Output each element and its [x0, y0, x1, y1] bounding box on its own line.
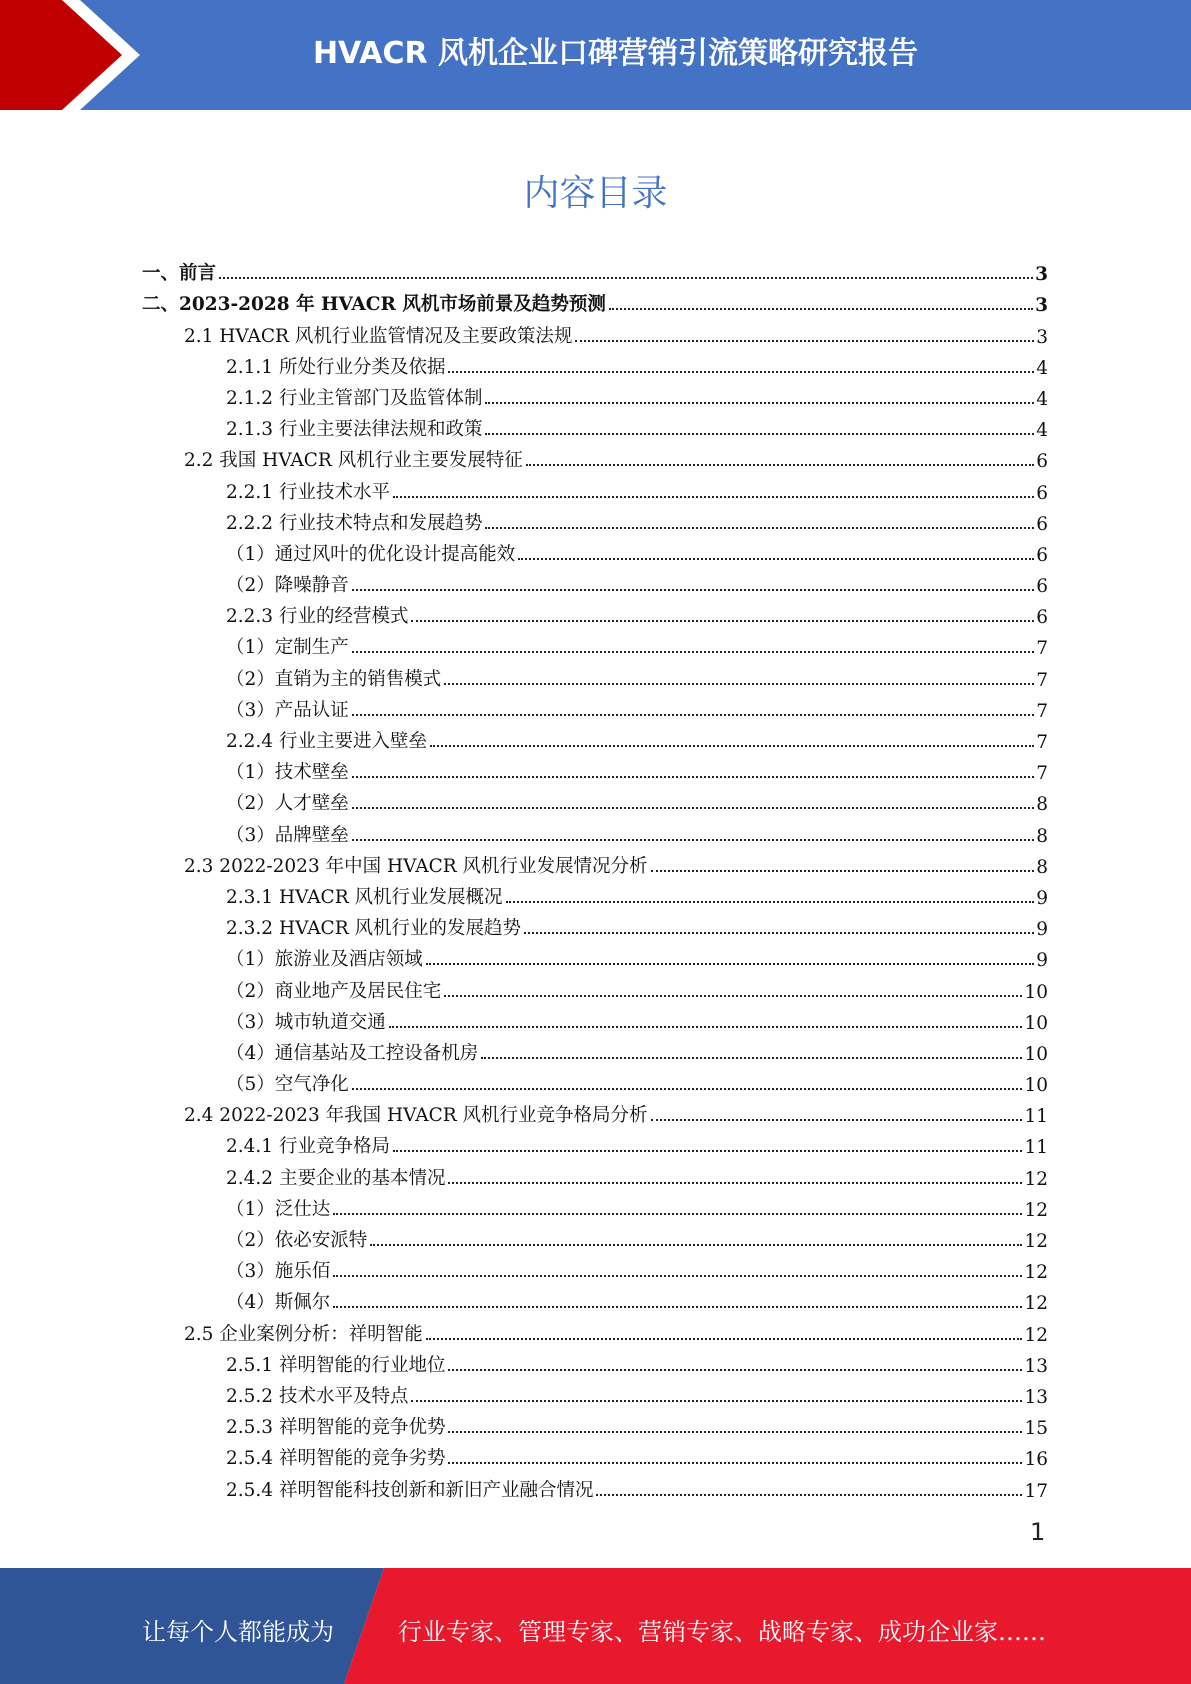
toc-dot-leader — [389, 1026, 1023, 1028]
page-header — [0, 0, 1191, 110]
toc-entry-label: 2.5.4 祥明智能的竞争劣势 — [226, 1448, 446, 1470]
toc-entry-page: 6 — [1036, 513, 1048, 535]
toc-entry[interactable] — [142, 1127, 1048, 1158]
toc-entry[interactable] — [142, 1314, 1048, 1345]
toc-entry-page: 13 — [1024, 1355, 1048, 1377]
toc-entry-page: 12 — [1024, 1199, 1048, 1221]
toc-entry-label: 2.5.4 祥明智能科技创新和新旧产业融合情况 — [226, 1479, 594, 1501]
toc-dot-leader — [352, 839, 1034, 841]
toc-entry-label: 二、2023-2028 年 HVACR 风机市场前景及趋势预测 — [142, 294, 606, 316]
toc-entry-label: 2.4.1 行业竞争格局 — [226, 1136, 390, 1158]
toc-entry[interactable] — [142, 691, 1048, 722]
toc-entry-label: （2）人才壁垒 — [226, 793, 349, 815]
toc-entry-page: 12 — [1024, 1324, 1048, 1346]
toc-entry-label: 2.1.3 行业主要法律法规和政策 — [226, 419, 483, 441]
toc-dot-leader — [524, 932, 1034, 934]
toc-entry[interactable] — [142, 784, 1048, 815]
toc-dot-leader — [485, 527, 1034, 529]
toc-entry-label: 2.5.2 技术水平及特点 — [226, 1385, 409, 1407]
toc-entry-page: 11 — [1024, 1137, 1048, 1159]
toc-entry[interactable] — [142, 1096, 1048, 1127]
toc-dot-leader — [411, 1400, 1022, 1402]
toc-entry-page: 8 — [1036, 856, 1048, 878]
toc-dot-leader — [444, 683, 1034, 685]
toc-entry-page: 4 — [1036, 388, 1048, 410]
toc-entry-page: 13 — [1024, 1386, 1048, 1408]
toc-dot-leader — [448, 1182, 1022, 1184]
toc-entry[interactable] — [142, 1470, 1048, 1501]
toc-dot-leader — [518, 558, 1034, 560]
toc-dot-leader — [426, 963, 1034, 965]
toc-entry-page: 8 — [1036, 794, 1048, 816]
toc-entry[interactable] — [142, 504, 1048, 535]
toc-entry-page: 6 — [1036, 451, 1048, 473]
toc-entry-page: 11 — [1024, 1106, 1048, 1128]
toc-dot-leader — [596, 1494, 1022, 1496]
toc-dot-leader — [352, 807, 1034, 809]
toc-entry[interactable] — [142, 1190, 1048, 1221]
toc-dot-leader — [411, 620, 1034, 622]
toc-entry-page: 6 — [1036, 576, 1048, 598]
toc-entry[interactable] — [142, 472, 1048, 503]
toc-entry[interactable] — [142, 940, 1048, 971]
toc-entry[interactable] — [142, 379, 1048, 410]
toc-dot-leader — [448, 1431, 1022, 1433]
toc-entry-label: （1）定制生产 — [226, 637, 349, 659]
page-footer — [0, 1568, 1191, 1684]
toc-entry-label: （1）技术壁垒 — [226, 762, 349, 784]
toc-entry-label: 2.1.2 行业主管部门及监管体制 — [226, 387, 483, 409]
toc-dot-leader — [426, 1338, 1023, 1340]
toc-dot-leader — [333, 1213, 1022, 1215]
toc-entry[interactable] — [142, 285, 1048, 316]
toc-entry-page: 16 — [1024, 1449, 1048, 1471]
toc-dot-leader — [448, 371, 1034, 373]
toc-entry-label: （2）降噪静音 — [226, 575, 349, 597]
toc-entry[interactable] — [142, 1221, 1048, 1252]
toc-entry-page: 4 — [1036, 357, 1048, 379]
toc-entry-page: 10 — [1024, 1075, 1048, 1097]
toc-dot-leader — [430, 745, 1034, 747]
toc-entry-label: 2.2.4 行业主要进入壁垒 — [226, 731, 427, 752]
toc-entry[interactable] — [142, 722, 1048, 753]
toc-entry-page: 7 — [1036, 763, 1048, 785]
toc-dot-leader — [448, 1462, 1022, 1464]
toc-entry-label: 2.3.2 HVACR 风机行业的发展趋势 — [226, 918, 522, 940]
toc-entry-label: （2）商业地产及居民住宅 — [226, 980, 442, 1002]
toc-dot-leader — [370, 1244, 1022, 1246]
toc-entry[interactable] — [142, 659, 1048, 690]
toc-entry[interactable] — [142, 1065, 1048, 1096]
toc-entry[interactable] — [142, 597, 1048, 628]
toc-entry[interactable] — [142, 1034, 1048, 1065]
toc-entry-label: （2）直销为主的销售模式 — [226, 668, 442, 690]
toc-dot-leader — [219, 277, 1033, 279]
toc-entry[interactable] — [142, 441, 1048, 472]
toc-entry[interactable] — [142, 878, 1048, 909]
toc-entry-page: 6 — [1036, 544, 1048, 566]
header-title: HVACR 风机企业口碑营销引流策略研究报告 — [312, 36, 919, 71]
toc-entry-label: 2.5 企业案例分析：祥明智能 — [184, 1323, 423, 1345]
toc-entry-label: （1）旅游业及酒店领域 — [226, 949, 423, 971]
toc-entry-label: 2.2 我国 HVACR 风机行业主要发展特征 — [184, 450, 523, 472]
toc-entry-page: 7 — [1036, 669, 1048, 691]
toc-entry-page: 9 — [1036, 919, 1048, 941]
footer-slogan-left: 让每个人都能成为 — [142, 1618, 334, 1646]
toc-entry-label: （3）施乐佰 — [226, 1261, 331, 1283]
toc-entry-label: （3）城市轨道交通 — [226, 1011, 386, 1033]
toc-entry-page: 4 — [1036, 420, 1048, 442]
toc-dot-leader — [352, 1088, 1023, 1090]
toc-dot-leader — [651, 870, 1035, 872]
toc-entry-label: （1）泛仕达 — [226, 1198, 331, 1220]
toc-dot-leader — [506, 901, 1035, 903]
toc-entry-page: 3 — [1036, 326, 1048, 348]
toc-entry-label: 2.1.1 所处行业分类及依据 — [226, 356, 446, 378]
toc-entry-page: 10 — [1024, 981, 1048, 1003]
toc-entry-label: （3）品牌壁垒 — [226, 824, 349, 846]
toc-entry-label: （2）依必安派特 — [226, 1230, 368, 1251]
toc-entry[interactable] — [142, 847, 1048, 878]
toc-entry-label: 一、前言 — [142, 263, 217, 285]
toc-entry[interactable] — [142, 815, 1048, 846]
toc-entry[interactable] — [142, 1252, 1048, 1283]
toc-entry[interactable] — [142, 1408, 1048, 1439]
toc-entry[interactable] — [142, 1439, 1048, 1470]
toc-entry-page: 9 — [1036, 887, 1048, 909]
toc-entry[interactable] — [142, 909, 1048, 940]
toc-dot-leader — [352, 589, 1034, 591]
toc-entry[interactable] — [142, 254, 1048, 285]
toc-dot-leader — [393, 496, 1034, 498]
toc-entry[interactable] — [142, 566, 1048, 597]
toc-entry-page: 8 — [1036, 825, 1048, 847]
toc-entry[interactable] — [142, 410, 1048, 441]
toc-entry-page: 7 — [1036, 732, 1048, 753]
toc-entry-page: 17 — [1024, 1480, 1048, 1502]
toc-entry[interactable] — [142, 628, 1048, 659]
toc-dot-leader — [393, 1150, 1022, 1152]
toc-entry-page: 15 — [1024, 1418, 1048, 1440]
toc-entry-page: 7 — [1036, 700, 1048, 722]
table-of-contents — [142, 254, 1048, 1502]
toc-entry-label: 2.3 2022-2023 年中国 HVACR 风机行业发展情况分析 — [184, 855, 648, 877]
toc-entry-label: 2.4 2022-2023 年我国 HVACR 风机行业竞争格局分析 — [184, 1105, 648, 1127]
toc-entry[interactable] — [142, 1158, 1048, 1189]
toc-entry-page: 6 — [1036, 607, 1048, 629]
toc-entry-label: 2.5.1 祥明智能的行业地位 — [226, 1354, 446, 1376]
toc-dot-leader — [651, 1119, 1023, 1121]
toc-entry-label: 2.3.1 HVACR 风机行业发展概况 — [226, 886, 503, 908]
toc-title: 内容目录 — [523, 173, 668, 214]
toc-entry[interactable] — [142, 1003, 1048, 1034]
toc-entry-page: 12 — [1024, 1262, 1048, 1284]
toc-dot-leader — [352, 776, 1034, 778]
toc-dot-leader — [485, 402, 1034, 404]
toc-dot-leader — [444, 995, 1022, 997]
toc-entry-label: 2.5.3 祥明智能的竞争优势 — [226, 1417, 446, 1439]
toc-entry-label: 2.2.2 行业技术特点和发展趋势 — [226, 512, 483, 534]
toc-dot-leader — [481, 1057, 1022, 1059]
toc-entry-page: 6 — [1036, 482, 1048, 504]
toc-entry-page: 7 — [1036, 638, 1048, 660]
toc-entry[interactable] — [142, 1283, 1048, 1314]
page-number: 1 — [1030, 1518, 1046, 1546]
toc-dot-leader — [485, 433, 1034, 435]
toc-dot-leader — [526, 464, 1034, 466]
toc-entry[interactable] — [142, 1346, 1048, 1377]
toc-entry[interactable] — [142, 348, 1048, 379]
toc-dot-leader — [575, 340, 1034, 342]
toc-entry-label: 2.2.3 行业的经营模式 — [226, 606, 409, 628]
toc-entry-label: （4）通信基站及工控设备机房 — [226, 1042, 479, 1064]
toc-dot-leader — [352, 714, 1034, 716]
toc-entry[interactable] — [142, 1377, 1048, 1408]
toc-entry[interactable] — [142, 535, 1048, 566]
toc-entry-label: （3）产品认证 — [226, 699, 349, 721]
toc-dot-leader — [333, 1275, 1022, 1277]
toc-entry-label: 2.4.2 主要企业的基本情况 — [226, 1167, 446, 1189]
toc-entry[interactable] — [142, 971, 1048, 1002]
toc-entry[interactable] — [142, 753, 1048, 784]
toc-entry-label: 2.1 HVACR 风机行业监管情况及主要政策法规 — [184, 325, 573, 347]
toc-entry-page: 12 — [1024, 1168, 1048, 1190]
toc-entry[interactable] — [142, 316, 1048, 347]
toc-dot-leader — [333, 1306, 1022, 1308]
toc-entry-label: （4）斯佩尔 — [226, 1292, 331, 1314]
footer-slogan-right: 行业专家、管理专家、营销专家、战略专家、成功企业家…… — [398, 1618, 1046, 1646]
toc-entry-page: 3 — [1035, 295, 1048, 317]
toc-entry-page: 12 — [1024, 1231, 1048, 1252]
toc-entry-page: 10 — [1024, 1043, 1048, 1065]
toc-entry-label: （5）空气净化 — [226, 1074, 349, 1096]
toc-dot-leader — [609, 308, 1033, 310]
toc-dot-leader — [448, 1369, 1022, 1371]
toc-entry-page: 10 — [1024, 1012, 1048, 1034]
toc-entry-label: （1）通过风叶的优化设计提高能效 — [226, 543, 516, 565]
toc-entry-label: 2.2.1 行业技术水平 — [226, 481, 390, 503]
toc-entry-page: 12 — [1024, 1293, 1048, 1315]
toc-entry-page: 9 — [1036, 950, 1048, 972]
toc-entry-page: 3 — [1035, 264, 1048, 286]
toc-dot-leader — [352, 651, 1034, 653]
